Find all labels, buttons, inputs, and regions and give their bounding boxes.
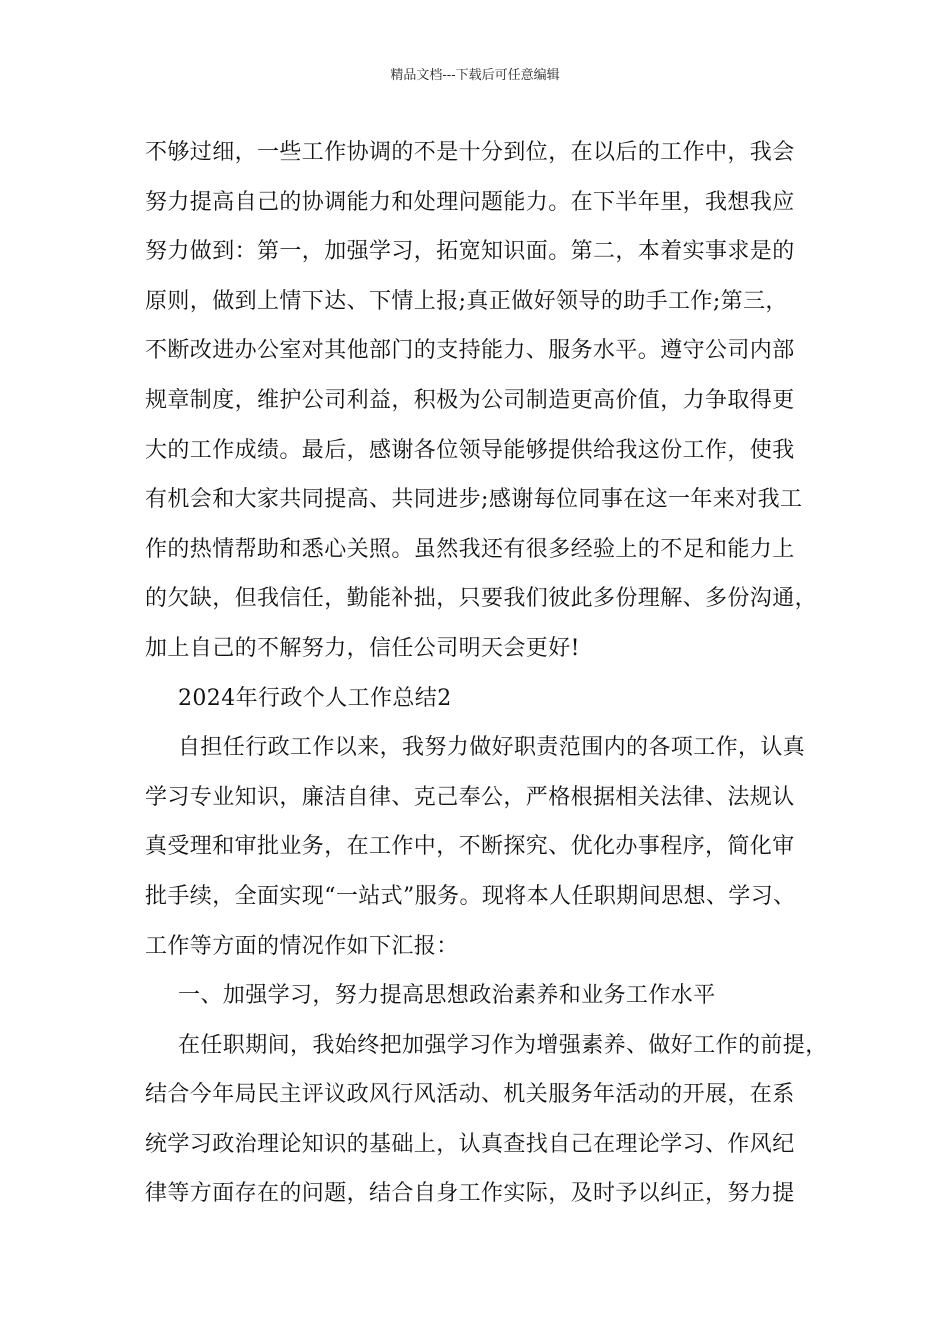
text-line: 批手续，全面实现“一站式”服务。现将本人任职期间思想、学习、: [145, 883, 796, 909]
text-line: 不够过细，一些工作协调的不是十分到位，在以后的工作中，我会: [145, 140, 795, 165]
text-line: 自担任行政工作以来，我努力做好职责范围内的各项工作，认真: [178, 735, 806, 761]
text-line: 原则，做到上情下达、下情上报;真正做好领导的助手工作;第三，: [145, 288, 788, 314]
text-line: 学习专业知识，廉洁自律、克己奉公，严格根据相关法律、法规认: [145, 784, 795, 810]
text-line: 作的热情帮助和悉心关照。虽然我还有很多经验上的不足和能力上: [145, 536, 795, 562]
document-body: [145, 133, 828, 1224]
text-line: 结合今年局民主评议政风行风活动、机关服务年活动的开展，在系: [145, 1082, 795, 1108]
text-line: 努力做到：第一，加强学习，拓宽知识面。第二，本着实事求是的: [145, 239, 795, 265]
text-line: 真受理和审批业务，在工作中，不断探究、优化办事程序，简化审: [145, 834, 795, 860]
text-line: 不断改进办公室对其他部门的支持能力、服务水平。遵守公司内部: [145, 338, 795, 364]
text-line: 律等方面存在的问题，结合自身工作实际，及时予以纠正，努力提: [145, 1181, 795, 1207]
text-line: 在任职期间，我始终把加强学习作为增强素养、做好工作的前提，: [178, 1032, 828, 1058]
text-line: 工作等方面的情况作如下汇报：: [145, 933, 459, 959]
text-line: 加上自己的不解努力，信任公司明天会更好!: [145, 635, 580, 661]
text-line: 有机会和大家共同提高、共同进步;感谢每位同事在这一年来对我工: [145, 487, 803, 513]
text-line: 努力提高自己的协调能力和处理问题能力。在下半年里，我想我应: [145, 189, 795, 215]
section-heading: 一、加强学习，努力提高思想政治素养和业务工作水平: [178, 983, 716, 1009]
text-line: 的欠缺，但我信任，勤能补拙，只要我们彼此多份理解、多份沟通，: [145, 586, 818, 612]
section-title: 2024年行政个人工作总结2: [178, 685, 452, 711]
text-line: 规章制度，维护公司利益，积极为公司制造更高价值，力争取得更: [145, 387, 795, 413]
text-line: 统学习政治理论知识的基础上，认真查找自己在理论学习、作风纪: [145, 1131, 795, 1157]
text-line: 大的工作成绩。最后，感谢各位领导能够提供给我这份工作，使我: [145, 437, 795, 463]
page-header: 精品文档---下载后可任意编辑: [390, 68, 560, 83]
